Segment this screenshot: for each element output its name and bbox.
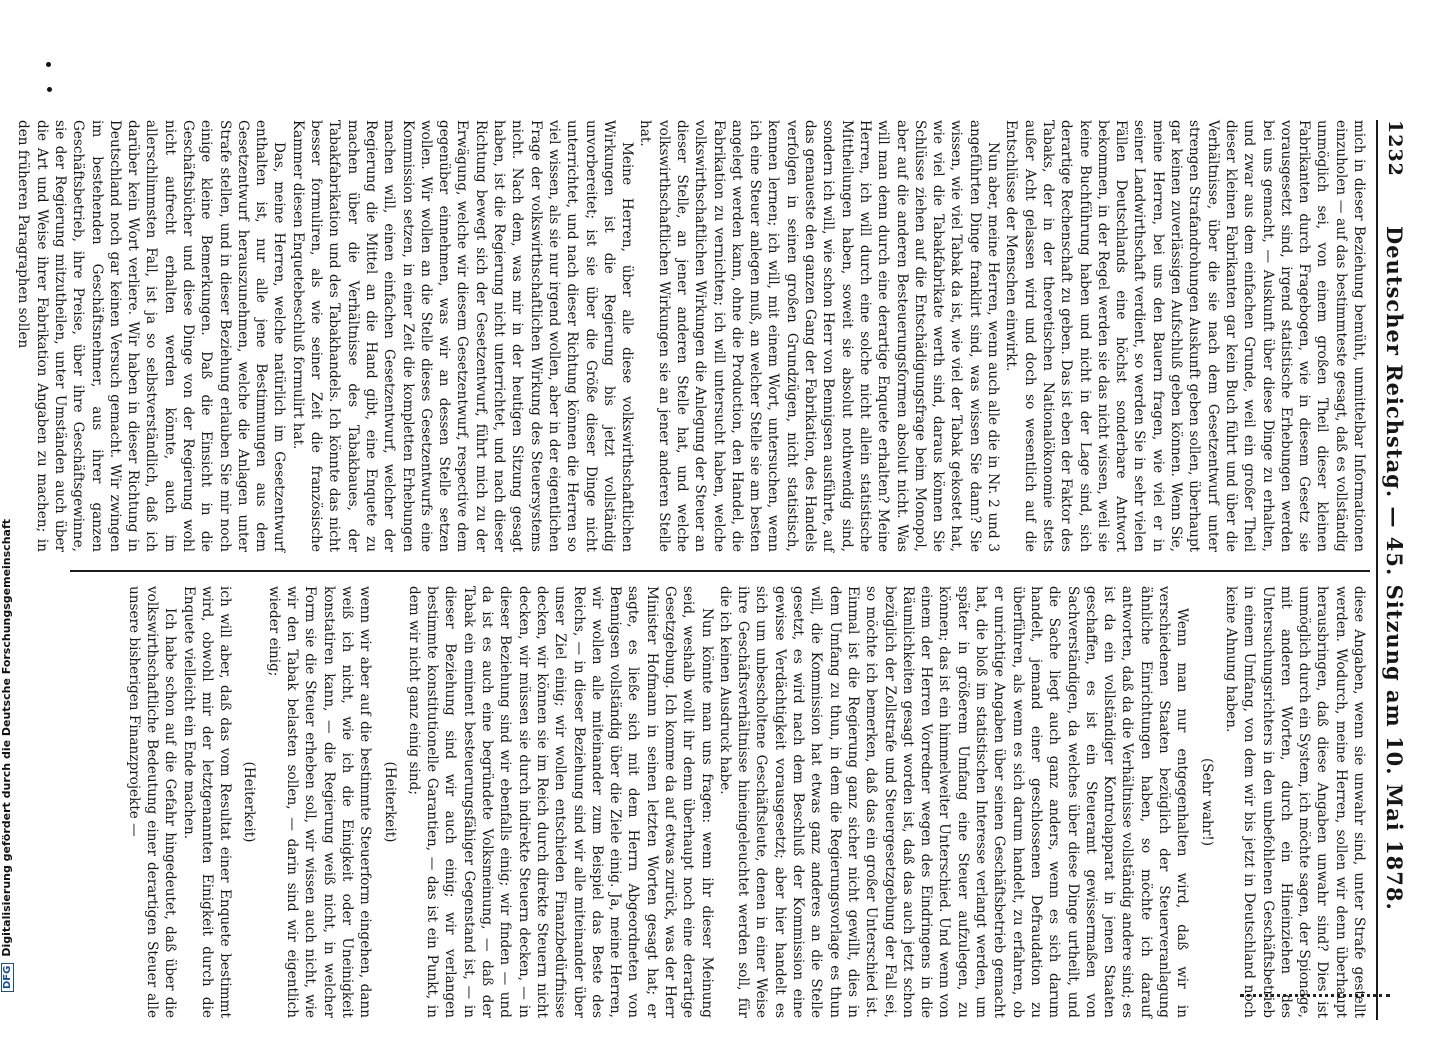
- interjection: (Sehr wahr!): [1198, 758, 1215, 846]
- left-paragraph: Meine Herren, über alle diese volkswirthschaftlichen Wirkungen ist die Regierung bis jetzt vollständig unvorbereitet; ist sie über die Größe dieser Dinge nicht unterrichtet, und nach dieser Richtung können die Herren so viel wissen, als sie nur irgend wollen, aber in der eigentlichen Frage der volkswirthschaftlichen Wirkung des Steuersystems nicht. Nach dem, was mir in der heutigen Sitzung gesagt haben, ist die Regierung nicht unterrichtet, und nach dieser Richtung bewegt sich der Gesetzentwurf, führt mich zu der Erwägung, welche wir diesem Gesetzentwurf, respective dem gegenüber einnehmen, was wir an dessen Stelle setzen wollen. Wir wollen an die Stelle dieses Gesetzentwurfs eine Kommission setzen, in einer Zeit die kompletten Erhebungen machen will, einen einfachen Gesetzentwurf, welcher der Regierung die Mittel an die Hand gibt, eine Enquete zu machen über die Verhältnisse des Tabakbaues, der Tabakfabrikation und des Tabakhandels. Ich könnte das nicht besser formuliren, als wie seiner Zeit die französische Kammer diesen Enquetebeschluß formulirt hat.: [289, 120, 636, 552]
- footer-credit-strip: [0, 0, 22, 1000]
- left-paragraph: Nun aber, meine Herren, wenn auch alle die in Nr. 2 und 3 angeführten Dinge franklirt sind, was wissen Sie dann? Sie wissen, wie viel Tabak da ist, wie viel der Tabak gekostet hat, wie viel die Tabakfabrikate werth sind, daraus können Sie Schlüsse ziehen auf die Entschädigungsfrage beim Monopol, aber auf die anderen Besteuerungsformen absolut nicht. Was will man denn durch eine derartige Enquete erhalten? Meine Herren, ich will durch eine solche nicht allein statistische Mittheilungen haben, soweit sie absolut nothwendig sind, sondern ich will, wie schon Herr von Bennigsen ausführte, auf das genaueste den ganzen Gang der Fabrikation, des Handels verfolgen in seinen großen Grundzügen, nicht statistisch, kennen lernen; ich will, mit einem Wort, untersuchen, wenn ich eine Steuer anlegen muß, an welcher Stelle sie am besten angelegt werden kann, ohne die Production, den Handel, die Fabrikation zu vernichten; ich will untersucht haben, welche volkswirthschaftlichen Wirkungen die Anlegung der Steuer an dieser Stelle, an jener anderen Stelle hat, und welche volkswirthschaftlichen Wirkungen sie an jener anderen Stelle hat.: [637, 120, 1002, 552]
- left-column: [15, 120, 1368, 552]
- page-number: 1232: [1384, 120, 1406, 177]
- right-paragraph: ich will aber, daß das vom Resultat einer Enquete bestimmt wird, obwohl mir der letztgenannten Einigkeit durch die Enquete vielleicht ein Ende machen.: [180, 586, 234, 1018]
- scanned-page: [15, 120, 1412, 1040]
- column-rule: [70, 570, 1370, 572]
- dfg-logo: DFG: [1, 963, 14, 992]
- right-paragraph: diese Angaben, wenn sie unwahr sind, unter Strafe gestellt werden. Wodurch, meine Herren, sollen wir denn überhaupt herausbringen, daß diese Angaben unwahr sind? Dies ist unmöglich durch ein System, ich möchte sagen, der Spionage, mit anderen Worten, durch ein Hineinziehen des Untersuchungsrichters in den unbefohlenen Geschäftsbetrieb in einem Umfang, von dem wir bis jetzt in Deutschland noch keine Ahnung haben.: [1222, 586, 1367, 1018]
- footer-credit: [0, 0, 14, 992]
- scan-speck: [46, 62, 51, 67]
- right-paragraph: Ich habe schon auf die Gefahr hingedeutet, daß über die volkswirthschaftliche Bedeutung einer derartigen Steuer alle unsere bisherigen Finanzprojekte —: [125, 586, 179, 1018]
- running-title: Deutscher Reichstag. — 45. Sitzung am 10. Mai 1878.: [1382, 226, 1408, 911]
- scan-speck: [47, 87, 52, 92]
- page-header: [1376, 120, 1412, 1020]
- right-paragraph: Wenn man nur entgegenhalten wird, daß wir in verschiedenen Staaten bezüglich der Steuerveranlagung ähnliche Einrichtungen haben, so möchte ich darauf antworten, daß da die Verhältnisse vollständig andere sind; es ist da ein vollständiger Kontrolapparat in jenen Staaten geschaffen, es ist ein Steueramt gewissermaßen von Sachverständigen, da welches über diese Dinge urtheilt, und die Sache liegt auch ganz anders, wenn es sich darum handelt, jemand einer geschlossenen Defraudation zu überführen, als wenn es sich darum handelt, zu erfahren, ob er unrichtige Angaben über seinen Geschäftsbetrieb gemacht hat, die bloß im statistischen Interesse verlangt werden, um später in größerem Umfang eine Steuer aufzulegen, zu können; das ist ein himmelweiter Unterschied. Und wenn von einem der Herren Vorredner wegen des Eindringens in die Räumlichkeiten gesagt worden ist, daß das auch jetzt schon bezüglich der Zollstrafe und Steuergesetzgebung der Fall sei, so möchte ich bemerken, daß das ein großer Unterschied ist. Einmal ist die Regierung ganz sicher nicht gewillt, dies in dem Umfang zu thun, in dem die Regierungsvorlage es thun will, die Kommission hat etwas ganz anderes an die Stelle gesetzt, es wird nach dem Beschluß der Kommission eine gewisse Verdächtigkeit vorausgesetzt; aber hier handelt es sich um unbescholtene Geschäftsleute, denen in einer Weise ihre Geschäftsverhältnisse hineingeleuchtet werden soll, für die ich keinen Ausdruck habe.: [716, 586, 1191, 1018]
- interjection: (Heiterkeit): [381, 761, 398, 843]
- left-paragraph: Das, meine Herren, welche natürlich im Gesetzentwurf enthalten ist, nur alle jene Bestimmungen aus dem Gesetzentwurf herauszunehmen, welche die Anlagen unter Strafe stellen, und in dieser Beziehung erlauben Sie mir noch einige kleine Bemerkungen. Daß die Einsicht in die Geschäftsbücher und diese Dinge von der Regierung wohl nicht aufrecht erhalten werden könnte, auch im allerschlimmsten Fall, ist ja so selbstverständlich, daß ich darüber kein Wort verliere. Wir haben in dieser Richtung in Deutschland noch gar keinen Versuch gemacht. Wir zwingen im bestehenden Geschäftsnehmer, aus ihrer ganzen Geschäftsbetrieb, ihre Preise, über ihre Geschäftsgewinne, sie der Regierung mitzutheilen, unter Umständen auch über die Art und Weise ihrer Fabrikation Angaben zu machen; in den früheren Paragraphen sollen: [15, 120, 288, 552]
- right-paragraph: wenn wir aber auf die bestimmte Steuerform eingehen, dann weiß ich nicht, wie ich die Einigkeit oder Uneinigkeit konstatiren kann, — die Regierung weiß nicht, in welcher Form sie die Steuer erheben soll, wir wissen auch nicht, wie wir den Tabak belasten sollen, — darin sind wir eigentlich wieder einig;: [265, 586, 374, 1018]
- left-paragraph: mich in dieser Beziehung bemüht, unmittelbar Informationen einzuholen — auf das bestimmteste gesagt, daß es vollständig unmöglich sei, von einem großen Theil dieser kleinen Fabrikanten durch Fragebogen, wie in diesem Gesetz sie vorausgesetzt sind, irgend statistische Erhebungen werden bei uns gemacht, — Auskunft über diese Dinge zu erhalten, und zwar aus dem einfachen Grunde, weil ein großer Theil dieser kleinen Fabrikanten gar kein Buch führt und über die Verhältnisse, über die sie nach dem Gesetzentwurf unter strengen Strafandrohungen Auskunft geben sollen, überhaupt gar keinen zuverlässigen Aufschluß geben können. Wenn Sie, meine Herren, bei uns den Bauern fragen, wie viel er in seiner Landwirthschaft verdient, so werden Sie in sehr vielen Fällen Deutschlands eine höchst sonderbare Antwort bekommen, in der Regel werden sie das nicht wissen, weil sie keine Buchführung haben und nicht in der Lage sind, sich derartige Rechenschaft zu geben. Das ist eben der Faktor des Tabaks, der in der theoretischen Nationalökonomie stets außer Acht gelassen wird und doch so wesentlich auf die Entschlüsse der Menschen einwirkt.: [1003, 120, 1367, 552]
- interjection: (Heiterkeit): [241, 761, 258, 843]
- right-column: [70, 586, 1368, 1018]
- footer-credit-text: Digitalisierung gefördert durch die Deutsche Forschungsgemeinschaft: [0, 518, 13, 957]
- margin-mark: [1240, 994, 1390, 997]
- right-paragraph: Nun könnte man uns fragen: wenn ihr dieser Meinung seid, weshalb wollt ihr denn überhaupt noch eine derartige Gesetzgebung. Ich komme da auf etwas zurück, was der Herr Minister Hofmann in seinen letzten Worten gesagt hat; er sagte, es ließe sich mit dem Herrn Abgeordneten von Bennigsen vollständig über die Ziele einig. Ja, meine Herren, wir wollen alle miteinander zum Beispiel das Beste des Reichs, — in dieser Beziehung sind wir alle miteinander über unser Ziel einig; wir wollen entschieden Finanzbedürfnisse decken, wir können sie im Reich durch direkte Steuern nicht decken, wir müssen sie durch indirekte Steuern decken, — in dieser Beziehung sind wir ebenfalls einig; wir finden — und da ist es auch eine begründete Volksmeinung, — daß der Tabak ein eminent besteuerungsfähiger Gegenstand ist, — in dieser Beziehung sind wir auch einig; wir verlangen bestimmte konstitutionelle Garantien, — das ist ein Punkt, in dem wir nicht ganz einig sind;: [405, 586, 715, 1018]
